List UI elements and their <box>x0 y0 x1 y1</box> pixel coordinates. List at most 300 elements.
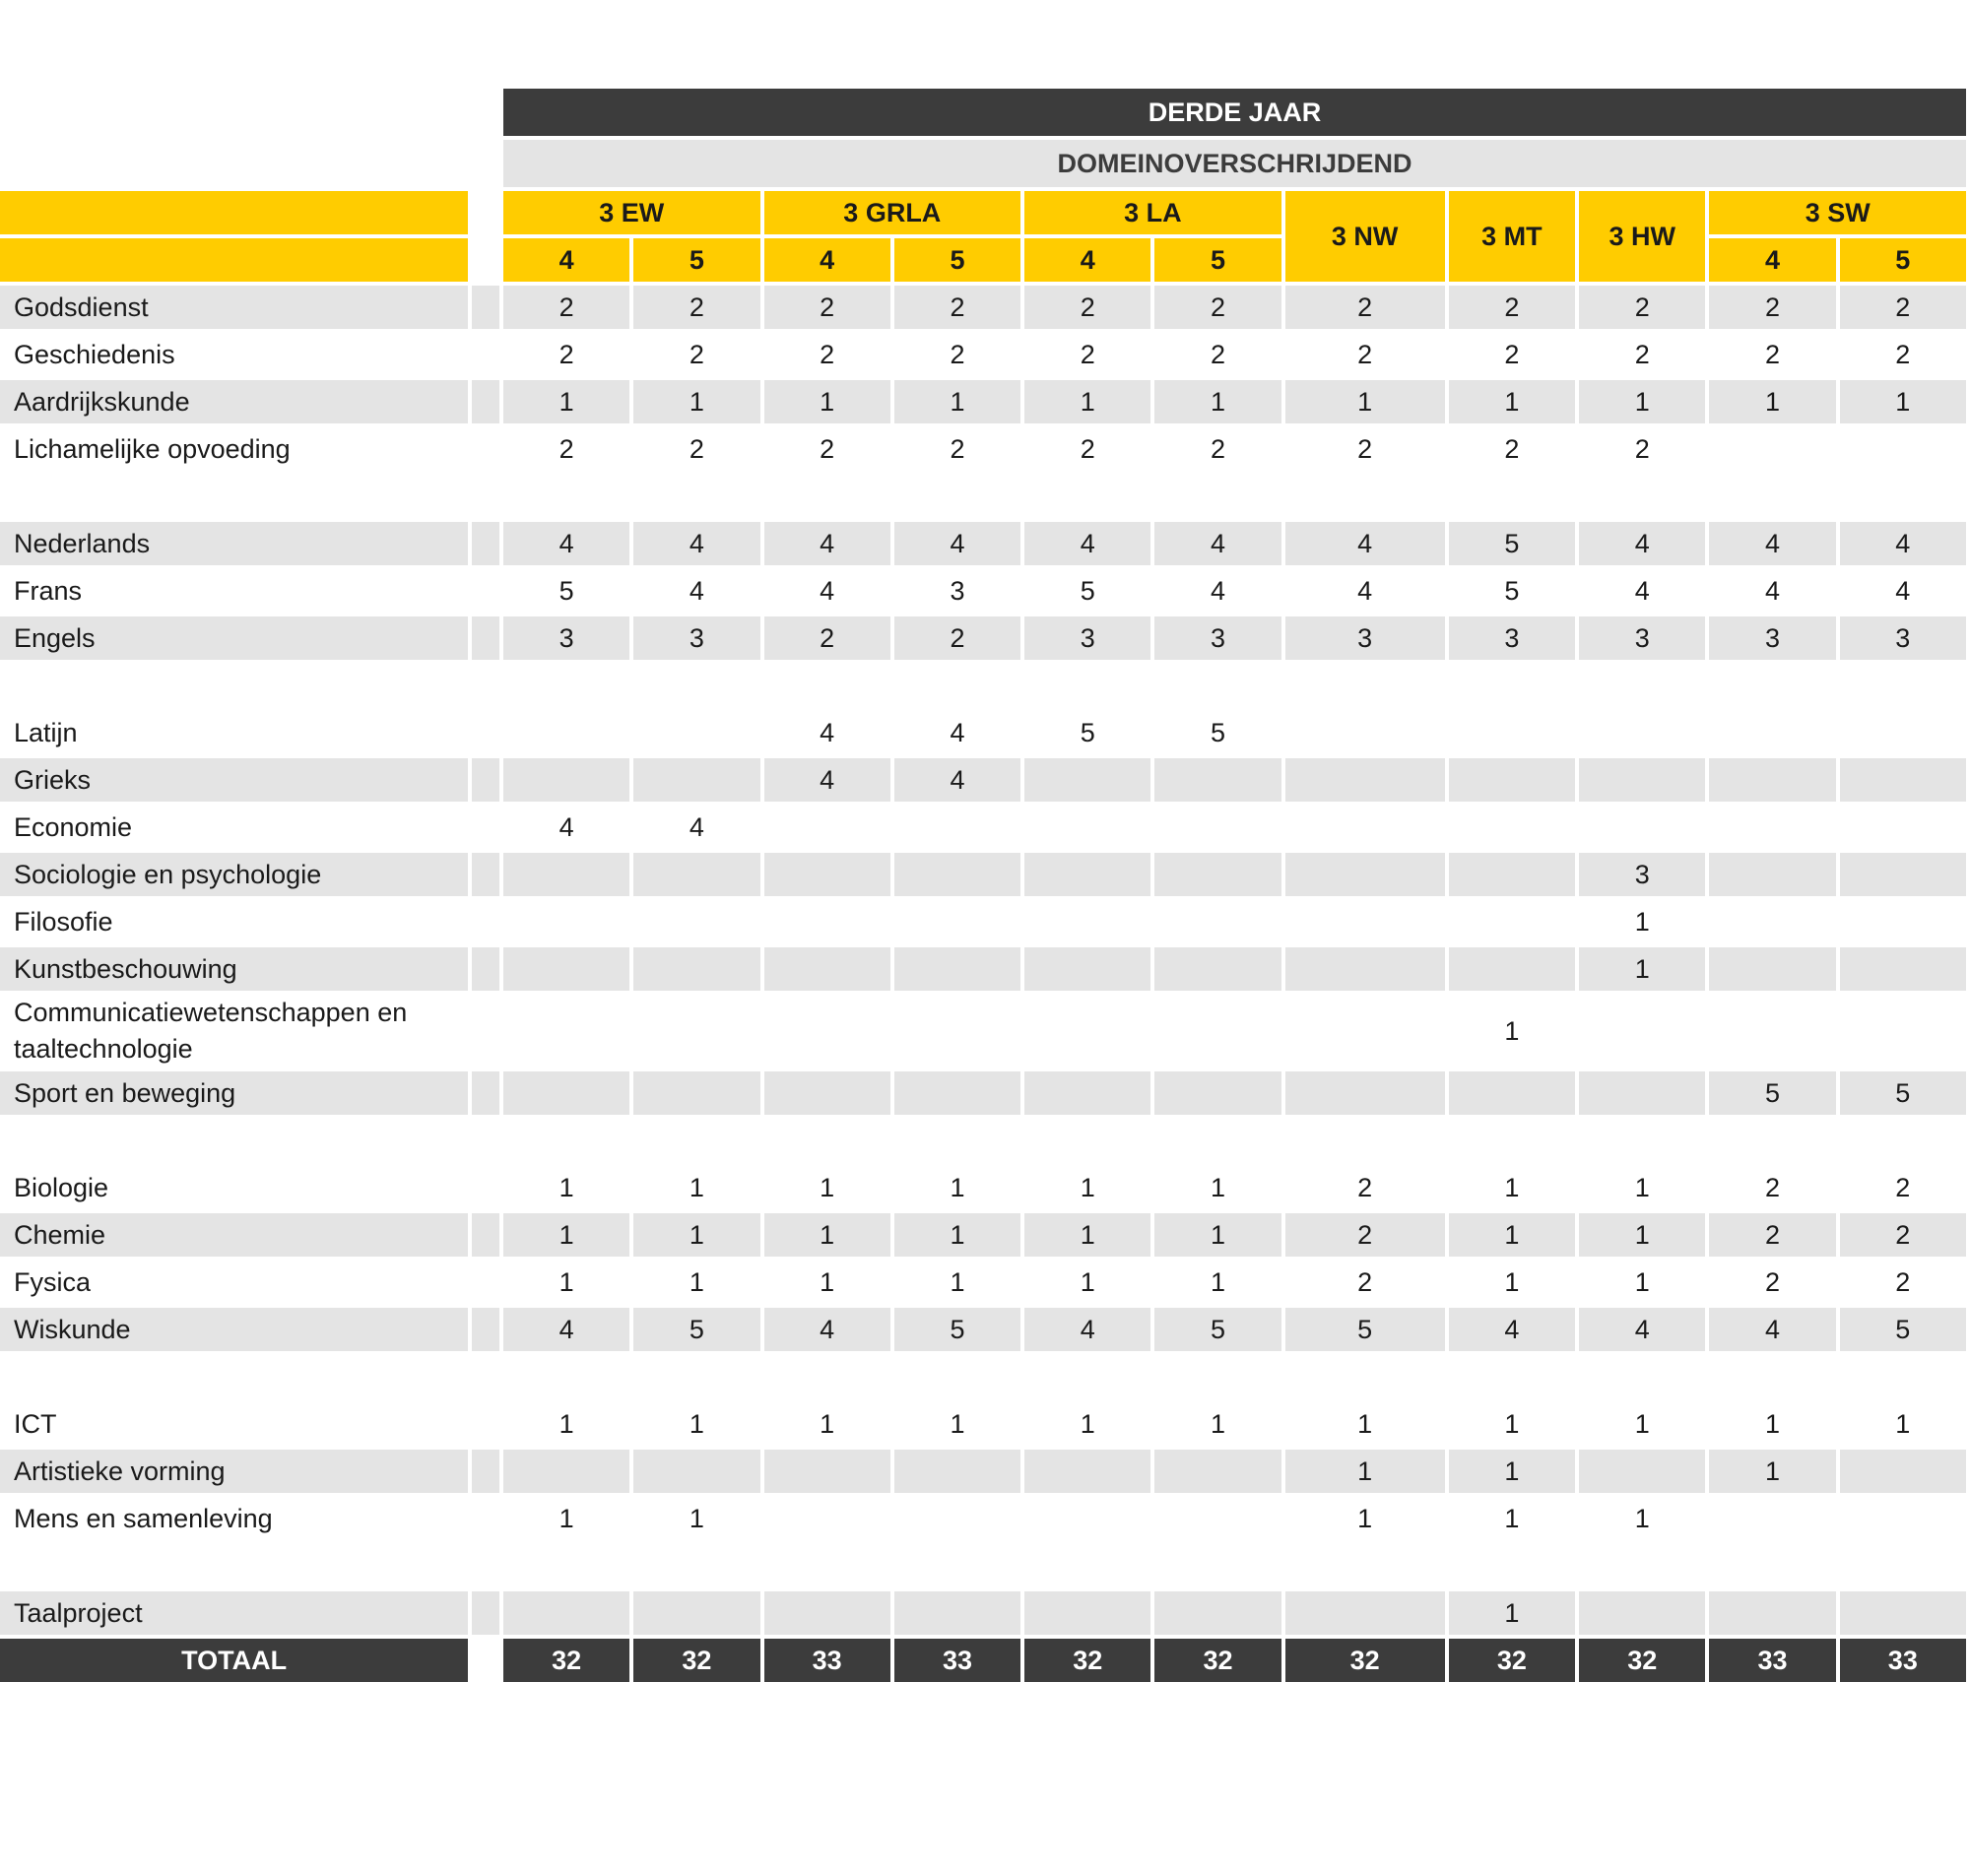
hours-cell: 4 <box>1210 575 1225 606</box>
hours-cell <box>1709 806 1835 849</box>
hours-cell <box>503 711 629 754</box>
subject-label: Godsdienst <box>0 286 468 329</box>
hours-cell: 1 <box>894 1213 1020 1257</box>
sub-header: 5 <box>633 238 759 282</box>
subject-label: Communicatiewetenschappen en taaltechnologie <box>14 998 408 1064</box>
subject-label: Aardrijkskunde <box>0 380 468 423</box>
hours-cell: 5 <box>1285 1308 1445 1351</box>
hours-cell: 2 <box>764 286 890 329</box>
total-cell: 32 <box>1285 1639 1445 1682</box>
hours-cell: 1 <box>1154 1213 1280 1257</box>
hours-cell <box>633 758 759 802</box>
hours-cell: 1 <box>1634 906 1650 937</box>
hours-cell: 1 <box>633 380 759 423</box>
hours-cell <box>1840 711 1966 754</box>
hours-cell: 2 <box>1895 1266 1911 1297</box>
hours-cell <box>1154 1450 1280 1493</box>
hours-cell: 2 <box>1357 339 1373 369</box>
hours-cell: 4 <box>1709 522 1835 565</box>
subject-label: Wiskunde <box>0 1308 468 1351</box>
total-cell: 32 <box>503 1639 629 1682</box>
hours-cell: 4 <box>1357 575 1373 606</box>
hours-cell: 1 <box>1840 380 1966 423</box>
subject-label: Engels <box>0 616 468 660</box>
hours-cell <box>894 947 1020 991</box>
hours-cell: 5 <box>1080 717 1095 747</box>
hours-cell: 1 <box>1210 1172 1225 1202</box>
hours-cell: 2 <box>764 616 890 660</box>
hours-cell <box>1709 1497 1835 1540</box>
hours-cell <box>1840 1591 1966 1635</box>
hours-cell <box>1449 947 1575 991</box>
hours-cell: 1 <box>894 380 1020 423</box>
sub-header: 4 <box>1709 238 1835 282</box>
hours-cell: 2 <box>1080 339 1095 369</box>
table-row <box>0 1071 1966 1115</box>
hours-cell: 4 <box>764 522 890 565</box>
hours-cell <box>503 1591 629 1635</box>
total-cell: 33 <box>894 1639 1020 1682</box>
hours-cell <box>1709 900 1835 943</box>
subject-label: Mens en samenleving <box>14 1503 273 1533</box>
total-cell: 33 <box>1840 1639 1966 1682</box>
hours-cell <box>1709 995 1835 1067</box>
table-row <box>0 758 1966 802</box>
sub-header: 4 <box>503 238 629 282</box>
hours-cell <box>633 1071 759 1115</box>
hours-cell <box>1024 806 1150 849</box>
hours-cell <box>1154 1497 1280 1540</box>
hours-cell: 5 <box>1840 1071 1966 1115</box>
hours-cell: 1 <box>1895 1408 1911 1439</box>
hours-cell: 5 <box>894 1308 1020 1351</box>
domain-subtitle: DOMEINOVERSCHRIJDEND <box>503 140 1966 187</box>
row-spacer <box>0 475 1966 518</box>
hours-cell: 1 <box>558 1408 574 1439</box>
hours-cell <box>1449 900 1575 943</box>
hours-cell <box>1840 1497 1966 1540</box>
hours-cell: 3 <box>1449 616 1575 660</box>
hours-cell: 5 <box>558 575 574 606</box>
hours-cell: 5 <box>1504 575 1520 606</box>
hours-cell <box>1024 1497 1150 1540</box>
hours-cell: 2 <box>1504 339 1520 369</box>
hours-cell <box>633 995 759 1067</box>
table-row <box>0 286 1966 329</box>
hours-cell <box>1579 1071 1705 1115</box>
hours-cell: 5 <box>1154 1308 1280 1351</box>
hours-cell: 4 <box>1709 1308 1835 1351</box>
hours-cell <box>1024 758 1150 802</box>
hours-cell: 1 <box>558 1503 574 1533</box>
hours-cell: 1 <box>503 380 629 423</box>
hours-cell: 1 <box>1634 1503 1650 1533</box>
hours-cell <box>1840 853 1966 896</box>
hours-cell: 2 <box>503 286 629 329</box>
hours-cell: 4 <box>1895 575 1911 606</box>
hours-cell: 2 <box>1080 433 1095 464</box>
hours-cell: 5 <box>1210 717 1225 747</box>
hours-cell <box>503 758 629 802</box>
table-row <box>0 380 1966 423</box>
hours-cell: 2 <box>1024 286 1150 329</box>
header-label-cell <box>0 191 468 234</box>
hours-cell: 1 <box>689 1266 704 1297</box>
hours-cell: 2 <box>1765 1266 1781 1297</box>
table-row <box>0 1497 1966 1540</box>
hours-cell <box>1579 758 1705 802</box>
hours-cell <box>894 1450 1020 1493</box>
hours-cell: 1 <box>764 1213 890 1257</box>
hours-cell: 2 <box>689 339 704 369</box>
hours-cell: 1 <box>1357 1408 1373 1439</box>
subject-label: Lichamelijke opvoeding <box>14 433 291 464</box>
table-row <box>0 569 1966 613</box>
group-header-ew: 3 EW <box>503 191 760 234</box>
hours-cell: 1 <box>689 1503 704 1533</box>
table-row <box>0 806 1966 849</box>
hours-cell <box>1579 995 1705 1067</box>
hours-cell <box>503 900 629 943</box>
hours-cell <box>1154 758 1280 802</box>
group-header-grla: 3 GRLA <box>764 191 1021 234</box>
hours-cell: 3 <box>1579 853 1705 896</box>
hours-cell: 4 <box>894 522 1020 565</box>
hours-cell: 1 <box>1634 1408 1650 1439</box>
hours-cell: 2 <box>894 286 1020 329</box>
hours-cell <box>1709 853 1835 896</box>
hours-cell <box>1024 1591 1150 1635</box>
hours-cell <box>1285 853 1445 896</box>
hours-cell: 2 <box>1709 286 1835 329</box>
hours-cell: 1 <box>558 1266 574 1297</box>
hours-cell <box>1285 947 1445 991</box>
hours-cell <box>633 1591 759 1635</box>
hours-cell: 1 <box>689 1172 704 1202</box>
hours-cell: 1 <box>503 1213 629 1257</box>
hours-cell <box>1449 1071 1575 1115</box>
group-header-mt: 3 MT <box>1449 191 1575 282</box>
hours-cell <box>1154 1591 1280 1635</box>
hours-cell: 4 <box>689 575 704 606</box>
hours-cell <box>764 853 890 896</box>
row-spacer <box>0 1544 1966 1587</box>
hours-cell: 2 <box>1634 339 1650 369</box>
hours-cell <box>1709 758 1835 802</box>
hours-cell: 4 <box>1449 1308 1575 1351</box>
hours-cell: 2 <box>1895 1172 1911 1202</box>
table-row <box>0 995 1966 1067</box>
hours-cell: 1 <box>1285 380 1445 423</box>
hours-cell: 4 <box>1579 1308 1705 1351</box>
total-cell: 33 <box>764 1639 890 1682</box>
hours-cell: 1 <box>1579 380 1705 423</box>
hours-cell: 1 <box>1504 1172 1520 1202</box>
hours-cell: 3 <box>633 616 759 660</box>
table-row <box>0 427 1966 471</box>
hours-cell: 2 <box>950 433 965 464</box>
hours-cell: 1 <box>1765 1408 1781 1439</box>
hours-cell: 1 <box>950 1408 965 1439</box>
subject-label: Economie <box>14 811 133 842</box>
hours-cell: 1 <box>1080 1172 1095 1202</box>
total-cell: 32 <box>1579 1639 1705 1682</box>
hours-cell <box>1709 1591 1835 1635</box>
table-row <box>0 1213 1966 1257</box>
hours-cell: 1 <box>1024 380 1150 423</box>
hours-cell <box>1024 947 1150 991</box>
hours-cell: 1 <box>950 1172 965 1202</box>
hours-cell <box>1024 1071 1150 1115</box>
hours-cell <box>1154 1071 1280 1115</box>
subject-label: ICT <box>14 1408 57 1439</box>
hours-cell: 1 <box>1579 947 1705 991</box>
hours-cell <box>503 1450 629 1493</box>
hours-cell <box>1579 1450 1705 1493</box>
hours-cell: 1 <box>1504 1503 1520 1533</box>
subject-label: Grieks <box>0 758 468 802</box>
hours-cell: 2 <box>1840 286 1966 329</box>
hours-cell: 1 <box>1210 1408 1225 1439</box>
hours-cell: 2 <box>1449 286 1575 329</box>
group-header-la: 3 LA <box>1024 191 1281 234</box>
hours-cell <box>1840 758 1966 802</box>
group-header-nw: 3 NW <box>1285 191 1445 282</box>
hours-cell: 1 <box>1080 1266 1095 1297</box>
hours-cell: 2 <box>1357 1266 1373 1297</box>
hours-cell: 4 <box>558 811 574 842</box>
hours-cell: 2 <box>820 433 835 464</box>
sub-header: 5 <box>894 238 1020 282</box>
hours-cell <box>1285 758 1445 802</box>
hours-cell: 1 <box>1357 1503 1373 1533</box>
hours-cell: 2 <box>894 616 1020 660</box>
hours-cell <box>1449 758 1575 802</box>
row-spacer <box>0 1119 1966 1162</box>
hours-cell <box>503 947 629 991</box>
hours-cell: 1 <box>1504 1266 1520 1297</box>
hours-cell <box>1154 995 1280 1067</box>
hours-cell <box>1024 1450 1150 1493</box>
subject-label: Chemie <box>0 1213 468 1257</box>
hours-cell <box>1840 806 1966 849</box>
hours-cell: 1 <box>820 1408 835 1439</box>
hours-cell: 1 <box>1709 380 1835 423</box>
hours-cell <box>764 1497 890 1540</box>
total-cell: 32 <box>1154 1639 1280 1682</box>
hours-cell <box>1579 711 1705 754</box>
hours-cell <box>1154 853 1280 896</box>
hours-cell: 2 <box>558 339 574 369</box>
hours-cell: 4 <box>1765 575 1781 606</box>
hours-cell: 3 <box>1024 616 1150 660</box>
hours-cell <box>633 900 759 943</box>
hours-cell <box>1709 427 1835 471</box>
hours-cell: 5 <box>1709 1071 1835 1115</box>
hours-cell: 1 <box>1154 380 1280 423</box>
hours-cell: 2 <box>950 339 965 369</box>
hours-cell: 4 <box>894 758 1020 802</box>
subject-label: Filosofie <box>14 906 113 937</box>
hours-cell: 4 <box>820 717 835 747</box>
table-row <box>0 947 1966 991</box>
hours-cell <box>503 995 629 1067</box>
hours-cell <box>1449 853 1575 896</box>
hours-cell: 2 <box>1579 286 1705 329</box>
hours-cell: 4 <box>1579 522 1705 565</box>
hours-cell: 4 <box>689 811 704 842</box>
table-row <box>0 711 1966 754</box>
sub-header: 5 <box>1154 238 1280 282</box>
hours-cell: 2 <box>1154 286 1280 329</box>
hours-cell <box>633 1450 759 1493</box>
hours-cell <box>633 947 759 991</box>
hours-cell: 2 <box>1357 433 1373 464</box>
hours-cell <box>1154 947 1280 991</box>
hours-cell: 1 <box>633 1213 759 1257</box>
hours-cell <box>764 947 890 991</box>
total-cell: 32 <box>633 1639 759 1682</box>
hours-cell <box>894 1497 1020 1540</box>
hours-cell: 1 <box>1449 380 1575 423</box>
hours-cell: 4 <box>503 1308 629 1351</box>
subject-label: Latijn <box>14 717 78 747</box>
hours-cell: 2 <box>558 433 574 464</box>
subject-label: Frans <box>14 575 83 606</box>
hours-cell: 2 <box>689 433 704 464</box>
hours-cell: 2 <box>1895 339 1911 369</box>
hours-cell: 4 <box>820 575 835 606</box>
hours-cell <box>1285 1071 1445 1115</box>
group-header-sw: 3 SW <box>1709 191 1966 234</box>
hours-cell: 3 <box>1579 616 1705 660</box>
hours-cell <box>764 806 890 849</box>
table-row <box>0 616 1966 660</box>
hours-cell <box>764 1450 890 1493</box>
table-row <box>0 1308 1966 1351</box>
hours-cell: 1 <box>1210 1266 1225 1297</box>
hours-cell: 1 <box>820 1172 835 1202</box>
hours-cell: 1 <box>1709 1450 1835 1493</box>
year-title: DERDE JAAR <box>503 89 1966 136</box>
hours-cell: 2 <box>820 339 835 369</box>
lesson-table <box>0 85 1970 1686</box>
hours-cell: 3 <box>1154 616 1280 660</box>
subject-label: Taalproject <box>0 1591 468 1635</box>
hours-cell: 1 <box>1449 1450 1575 1493</box>
hours-cell: 2 <box>1709 1213 1835 1257</box>
hours-cell: 1 <box>1024 1213 1150 1257</box>
hours-cell: 4 <box>764 758 890 802</box>
hours-cell: 2 <box>1765 339 1781 369</box>
hours-cell: 1 <box>1634 1172 1650 1202</box>
header-label-cell <box>0 238 468 282</box>
hours-cell: 2 <box>1840 1213 1966 1257</box>
hours-cell <box>1449 806 1575 849</box>
table-row <box>0 1591 1966 1635</box>
hours-cell: 2 <box>1504 433 1520 464</box>
table-row <box>0 853 1966 896</box>
hours-cell: 1 <box>764 380 890 423</box>
timetable <box>0 85 1970 1686</box>
hours-cell: 1 <box>1504 1015 1520 1046</box>
hours-cell <box>1285 1591 1445 1635</box>
subject-label: Nederlands <box>0 522 468 565</box>
total-cell: 32 <box>1449 1639 1575 1682</box>
hours-cell <box>1285 806 1445 849</box>
hours-cell <box>1709 711 1835 754</box>
hours-cell: 2 <box>1285 1213 1445 1257</box>
hours-cell <box>1024 853 1150 896</box>
group-header-hw: 3 HW <box>1579 191 1705 282</box>
sub-header: 5 <box>1840 238 1966 282</box>
hours-cell <box>894 1071 1020 1115</box>
total-label: TOTAAL <box>0 1639 468 1682</box>
subject-label: Sociologie en psychologie <box>0 853 468 896</box>
subject-label: Kunstbeschouwing <box>0 947 468 991</box>
hours-cell: 1 <box>820 1266 835 1297</box>
hours-cell <box>1449 711 1575 754</box>
hours-cell <box>1840 427 1966 471</box>
hours-cell: 2 <box>633 286 759 329</box>
hours-cell <box>1285 711 1445 754</box>
hours-cell: 4 <box>503 522 629 565</box>
hours-cell <box>1840 995 1966 1067</box>
hours-cell: 1 <box>1504 1408 1520 1439</box>
table-row <box>0 1166 1966 1209</box>
hours-cell: 2 <box>1210 433 1225 464</box>
hours-cell: 3 <box>503 616 629 660</box>
hours-cell <box>894 1591 1020 1635</box>
sub-header: 4 <box>764 238 890 282</box>
hours-cell: 3 <box>1285 616 1445 660</box>
hours-cell: 1 <box>689 1408 704 1439</box>
hours-cell <box>894 900 1020 943</box>
total-cell: 32 <box>1024 1639 1150 1682</box>
table-row <box>0 1261 1966 1304</box>
hours-cell <box>1579 1591 1705 1635</box>
hours-cell <box>1840 1450 1966 1493</box>
hours-cell: 2 <box>1357 1172 1373 1202</box>
hours-cell: 4 <box>1024 522 1150 565</box>
hours-cell: 4 <box>1634 575 1650 606</box>
sub-header: 4 <box>1024 238 1150 282</box>
hours-cell: 4 <box>1285 522 1445 565</box>
subject-label: Biologie <box>14 1172 109 1202</box>
hours-cell <box>1024 900 1150 943</box>
hours-cell: 3 <box>1709 616 1835 660</box>
total-cell: 33 <box>1709 1639 1835 1682</box>
table-row <box>0 333 1966 376</box>
subject-label: Geschiedenis <box>14 339 175 369</box>
table-row <box>0 522 1966 565</box>
hours-cell: 5 <box>1449 522 1575 565</box>
hours-cell <box>633 853 759 896</box>
hours-cell <box>503 853 629 896</box>
hours-cell <box>764 1071 890 1115</box>
hours-cell <box>1285 995 1445 1067</box>
row-spacer <box>0 1355 1966 1398</box>
hours-cell <box>1024 995 1150 1067</box>
hours-cell: 2 <box>1634 433 1650 464</box>
hours-cell: 4 <box>633 522 759 565</box>
hours-cell: 5 <box>1840 1308 1966 1351</box>
hours-cell <box>1840 947 1966 991</box>
hours-cell: 1 <box>1449 1591 1575 1635</box>
hours-cell: 3 <box>1840 616 1966 660</box>
hours-cell: 5 <box>1080 575 1095 606</box>
hours-cell <box>1154 900 1280 943</box>
